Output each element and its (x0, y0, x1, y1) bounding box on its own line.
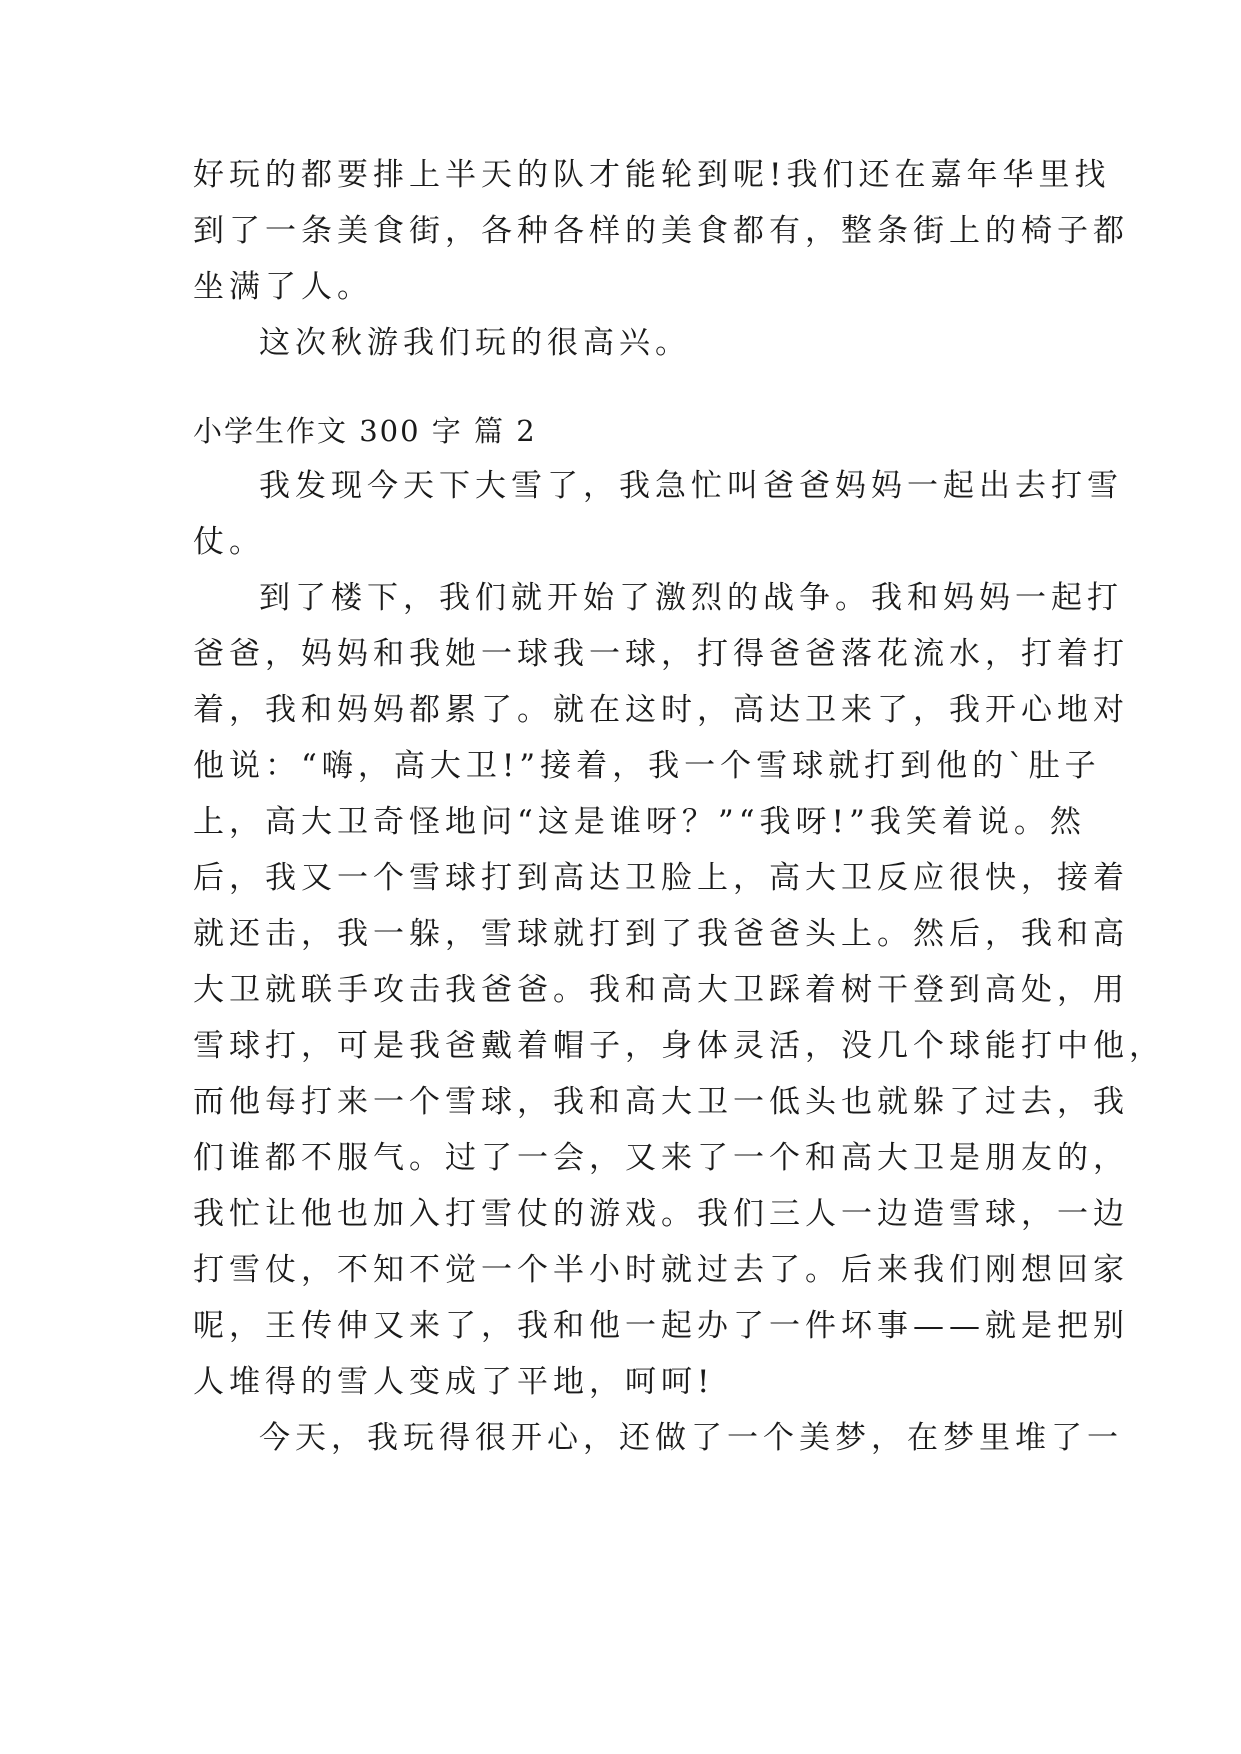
paragraph-line: 到了楼下，我们就开始了激烈的战争。我和妈妈一起打 (259, 580, 1123, 616)
section-heading: 小学生作文 300 字 篇 2 (193, 414, 537, 448)
body-text-line: 坐满了人。 (193, 269, 373, 305)
paragraph-line: 就还击，我一躲，雪球就打到了我爸爸头上。然后，我和高 (193, 916, 1129, 952)
paragraph-line: 大卫就联手攻击我爸爸。我和高大卫踩着树干登到高处，用 (193, 972, 1129, 1008)
paragraph-line: 我发现今天下大雪了，我急忙叫爸爸妈妈一起出去打雪 (259, 468, 1123, 504)
paragraph-line: 我忙让他也加入打雪仗的游戏。我们三人一边造雪球，一边 (193, 1196, 1129, 1232)
paragraph-line: 后，我又一个雪球打到高达卫脸上，高大卫反应很快，接着 (193, 860, 1129, 896)
closing-sentence: 这次秋游我们玩的很高兴。 (259, 325, 691, 361)
paragraph-line: 着，我和妈妈都累了。就在这时，高达卫来了，我开心地对 (193, 692, 1129, 728)
paragraph-line: 人堆得的雪人变成了平地，呵呵! (193, 1364, 715, 1400)
paragraph-line: 仗。 (193, 524, 265, 560)
paragraph-line: 而他每打来一个雪球，我和高大卫一低头也就躲了过去，我 (193, 1084, 1129, 1120)
paragraph-line: 上，高大卫奇怪地问“这是谁呀？”“我呀!”我笑着说。然 (193, 804, 1086, 840)
body-text-line: 好玩的都要排上半天的队才能轮到呢!我们还在嘉年华里找 (193, 157, 1111, 193)
paragraph-line: 今天，我玩得很开心，还做了一个美梦，在梦里堆了一 (259, 1420, 1123, 1456)
paragraph-line: 爸爸，妈妈和我她一球我一球，打得爸爸落花流水，打着打 (193, 636, 1129, 672)
paragraph-line: 雪球打，可是我爸戴着帽子，身体灵活，没几个球能打中他， (193, 1028, 1165, 1064)
paragraph-line: 们谁都不服气。过了一会，又来了一个和高大卫是朋友的， (193, 1140, 1129, 1176)
paragraph-line: 他说：“嗨，高大卫!”接着，我一个雪球就打到他的`肚子 (193, 748, 1101, 784)
paragraph-line: 呢，王传伸又来了，我和他一起办了一件坏事——就是把别 (193, 1308, 1129, 1344)
body-text-line: 到了一条美食街，各种各样的美食都有，整条街上的椅子都 (193, 213, 1129, 249)
paragraph-line: 打雪仗，不知不觉一个半小时就过去了。后来我们刚想回家 (193, 1252, 1129, 1288)
